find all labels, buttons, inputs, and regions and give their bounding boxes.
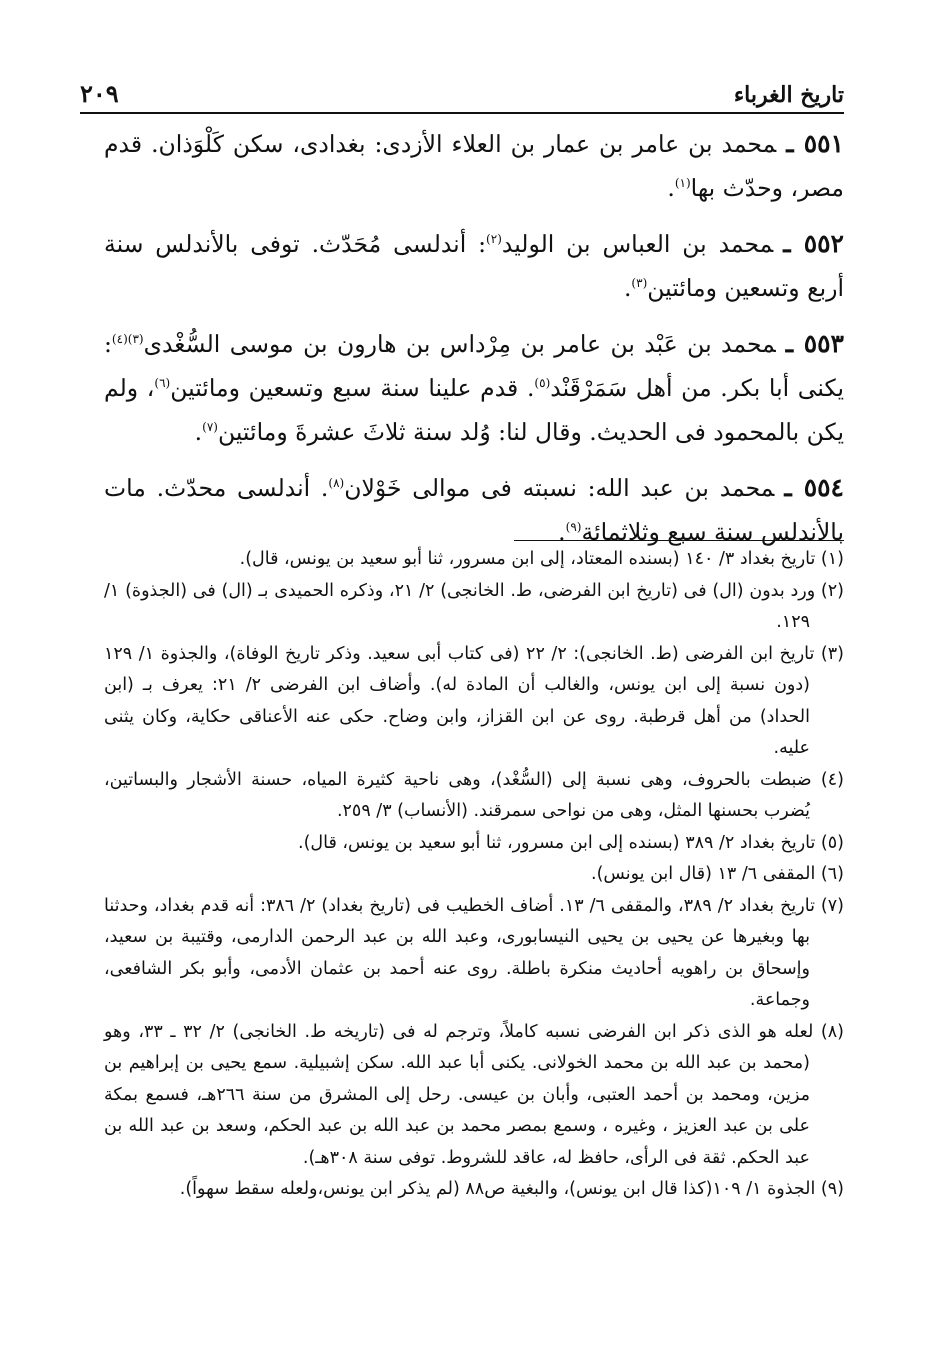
footnote-ref: (٢): [486, 232, 502, 247]
footnote-9: (٩) الجذوة ١/ ١٠٩(كذا قال ابن يونس)، والبغية ص٨٨ (لم يذكر ابن يونس،ولعله سقط سهواً).: [179, 1179, 844, 1199]
entry-number: ٥٥٣ ـ: [785, 329, 844, 358]
footnote-5: (٥) تاريخ بغداد ٢/ ٣٨٩ (بسنده إلى ابن مسرور، ثنا أبو سعيد بن يونس، قال).: [298, 832, 844, 853]
footnote-2: (٢) ورد بدون (ال) فى (تاريخ ابن الفرضى، ط. الخانجى) ٢/ ٢١، وذكره الحميدى بـ (ال) فى (الجذوة) ١/ ١٢٩.: [104, 580, 844, 632]
entry-552: [104, 222, 844, 310]
footnotes: [104, 544, 844, 1206]
entry-text: ، ولم يكن بالمحمود فى الحديث. وقال لنا: وُلد سنة ثلاثَ عشرةَ ومائتين: [104, 374, 844, 446]
running-title: تاريخ الغرباء: [733, 82, 844, 108]
biography-entries: [104, 122, 844, 566]
entry-551: [104, 122, 844, 210]
entry-text: : أندلسى مُحَدّث. توفى بالأندلس سنة أربع وتسعين ومائتين: [104, 230, 844, 302]
entry-text: .: [558, 518, 566, 546]
page-header: [80, 68, 844, 114]
entry-text: .: [194, 418, 203, 446]
footnote-4: (٤) ضبطت بالحروف، وهى نسبة إلى (السُّغْد)، وهى ناحية كثيرة المياه، حسنة الأشجار والبساتين، يُضرب بحسنها المثل، وهى من نواحى سمرقند. (الأنساب) ٣/ ٢٥٩.: [104, 769, 844, 821]
entry-text: محمد بن العباس بن الوليد: [501, 230, 774, 258]
footnote-ref: (٣): [631, 276, 648, 291]
footnote-ref: (٣)(٤): [111, 332, 144, 347]
footnote-ref: (١): [674, 176, 691, 191]
footnote-8: (٨) لعله هو الذى ذكر ابن الفرضى نسبه كاملاً، وترجم له فى (تاريخه ط. الخانجى) ٢/ ٣٢ ـ ٣٣، وهو (محمد بن عبد الله بن محمد الخولانى. يكنى أبا عبد الله. سكن إشبيلية. سمع يحيى بن إبراهيم بن مزين، ومحمد بن أحمد العتبى، وأبان بن عيسى. رحل إلى المشرق من سنة ٢٦٦هـ، فسمع بمكة على بن عبد العزيز ، وغيره ، وسمع بمصر محمد بن عبد الله بن عبد الحكم، وسعد بن عبد الله بن عبد الحكم. ثقة فى الرأى، حافظ له، عاقد للشروط. توفى سنة ٣٠٨هـ).: [104, 1021, 844, 1168]
entry-text: محمد بن عبد الله: نسبته فى موالى خَوْلان: [344, 474, 775, 502]
footnote-6: (٦) المقفى ٦/ ١٣ (قال ابن يونس).: [591, 864, 844, 884]
entry-number: ٥٥١ ـ: [786, 129, 844, 158]
entry-553: [104, 322, 844, 454]
entry-text: .: [667, 174, 675, 202]
entry-text: محمد بن عامر بن عمار بن العلاء الأزدى: بغدادى، سكن كَلْوَذان. قدم مصر، وحدّث بها: [104, 130, 844, 202]
entry-text: . أندلسى محدّث. مات بالأندلس سنة سبع وثلاثمائة: [104, 474, 844, 546]
footnote-3: (٣) تاريخ ابن الفرضى (ط. الخانجى): ٢/ ٢٢ (فى كتاب أبى سعيد. وذكر تاريخ الوفاة)، والجذوة ١/ ١٢٩ (دون نسبة إلى ابن يونس، والغالب أن المادة له). وأضاف ابن الفرضى ٢/ ٢١: يعرف بـ (ابن الحداد) من أهل قرطبة. روى عن ابن القزاز، وابن وضاح. حكى عنه الأعناقى حكاية، وكان يثنى عليه.: [104, 643, 844, 758]
entry-number: ٥٥٢ ـ: [783, 229, 844, 258]
footnote-ref: (٩): [565, 520, 582, 535]
footnote-ref: (٦): [154, 376, 171, 391]
entry-text: محمد بن عَبْد بن عامر بن مِرْداس بن هارون بن موسى السُّغْدى: [143, 330, 776, 358]
entry-number: ٥٥٤ ـ: [784, 473, 844, 502]
entry-text: .: [623, 274, 632, 302]
footnote-divider: [514, 540, 844, 541]
footnote-ref: (٨): [328, 476, 345, 491]
entry-text: : يكنى أبا بكر. من أهل سَمَرْقَنْد: [104, 330, 844, 402]
footnote-ref: (٥): [534, 376, 551, 391]
entry-text: . قدم علينا سنة سبع وتسعين ومائتين: [170, 374, 535, 402]
footnote-1: (١) تاريخ بغداد ٣/ ١٤٠ (بسنده المعتاد، إلى ابن مسرور، ثنا أبو سعيد بن يونس، قال).: [239, 549, 844, 569]
page-number: ٢٠٩: [80, 79, 119, 108]
footnote-7: (٧) تاريخ بغداد ٢/ ٣٨٩، والمقفى ٦/ ١٣. أضاف الخطيب فى (تاريخ بغداد) ٢/ ٣٨٦: أنه قدم بغداد، وحدثنا بها وبغيرها عن يحيى بن يحيى النيسابورى، وعبد الله بن عبد الرحمن الدارمى، وقتيبة بن سعيد، وإسحاق بن راهويه أحاديث منكرة باطلة. روى عنه أحمد بن عثمان الأدمى، وأبو بكر الشافعى، وجماعة.: [104, 895, 844, 1010]
footnote-ref: (٧): [202, 420, 218, 435]
